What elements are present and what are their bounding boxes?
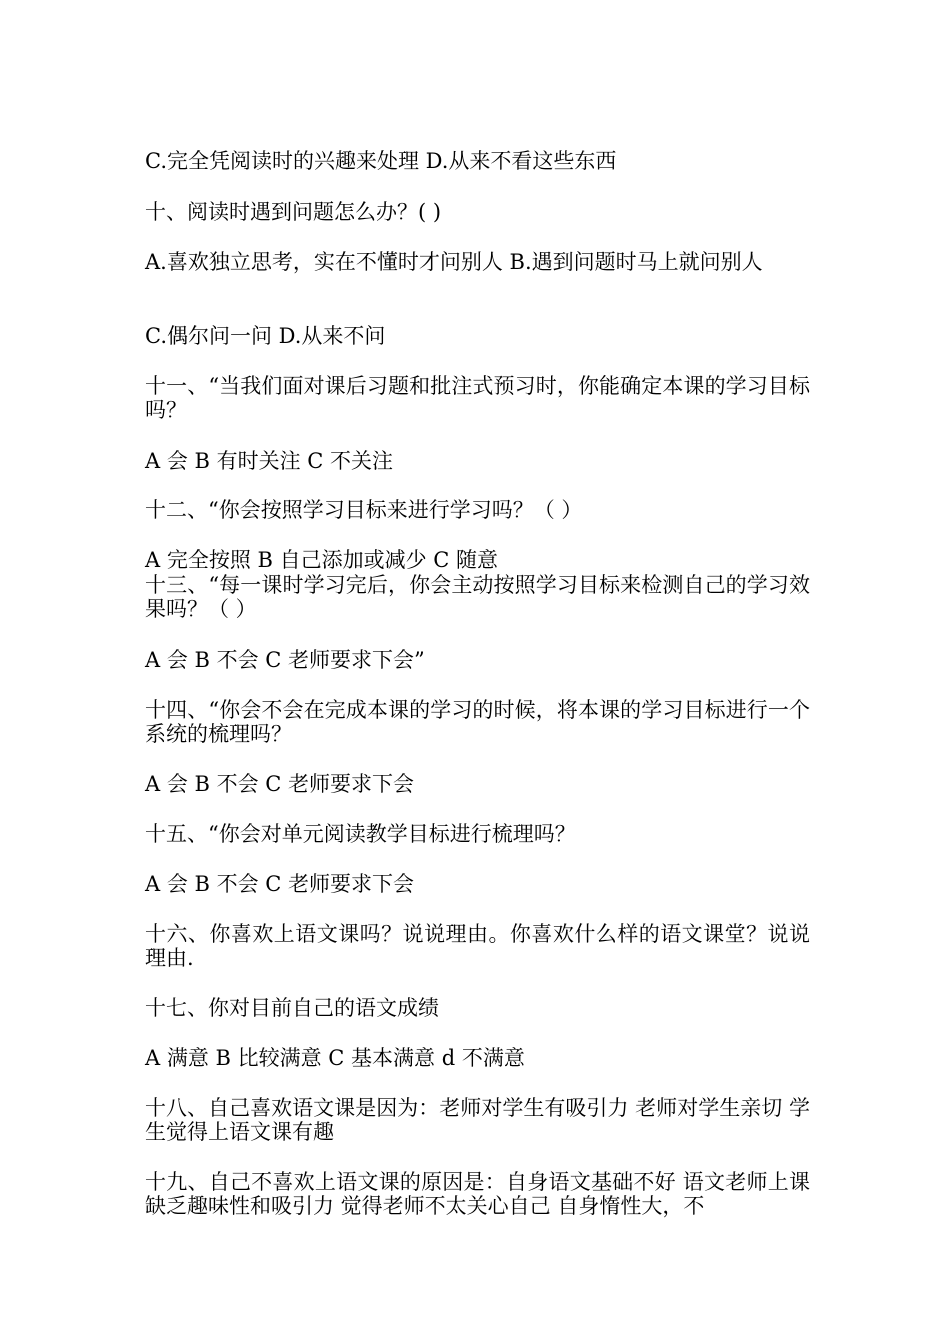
- question-14: 十四、“你会不会在完成本课的学习的时候，将本课的学习目标进行一个系统的梳理吗？: [145, 698, 810, 746]
- options-15: A 会 B 不会 C 老师要求下会: [145, 872, 415, 896]
- question-18: 十八、自己喜欢语文课是因为：老师对学生有吸引力 老师对学生亲切 学生觉得上语文课有趣: [145, 1096, 810, 1144]
- question-16: 十六、你喜欢上语文课吗？说说理由。你喜欢什么样的语文课堂？说说理由.: [145, 922, 810, 970]
- options-12: A 完全按照 B 自己添加或减少 C 随意: [145, 548, 499, 572]
- options-11: A 会 B 有时关注 C 不关注: [145, 449, 394, 473]
- option-line-a-b: A.喜欢独立思考，实在不懂时才问别人 B.遇到问题时马上就问别人: [145, 250, 763, 274]
- question-15: 十五、“你会对单元阅读教学目标进行梳理吗？: [145, 822, 576, 846]
- question-13: 十三、“每一课时学习完后，你会主动按照学习目标来检测自己的学习效果吗？（ ）: [145, 573, 810, 621]
- options-17: A 满意 B 比较满意 C 基本满意 d 不满意: [145, 1046, 525, 1070]
- question-19: 十九、自己不喜欢上语文课的原因是：自身语文基础不好 语文老师上课缺乏趣味性和吸引力 觉得老师不太关心自己 自身惰性大，不: [145, 1170, 810, 1218]
- options-13: A 会 B 不会 C 老师要求下会”: [145, 648, 425, 672]
- options-14: A 会 B 不会 C 老师要求下会: [145, 772, 415, 796]
- question-10: 十、阅读时遇到问题怎么办？( ): [145, 200, 442, 224]
- question-17: 十七、你对目前自己的语文成绩: [145, 996, 439, 1020]
- question-11: 十一、“当我们面对课后习题和批注式预习时，你能确定本课的学习目标吗？: [145, 374, 810, 422]
- question-12: 十二、“你会按照学习目标来进行学习吗？（ ）: [145, 498, 583, 522]
- option-line-c-d: C.偶尔问一问 D.从来不问: [145, 324, 386, 348]
- option-line-c-d: C.完全凭阅读时的兴趣来处理 D.从来不看这些东西: [145, 149, 617, 173]
